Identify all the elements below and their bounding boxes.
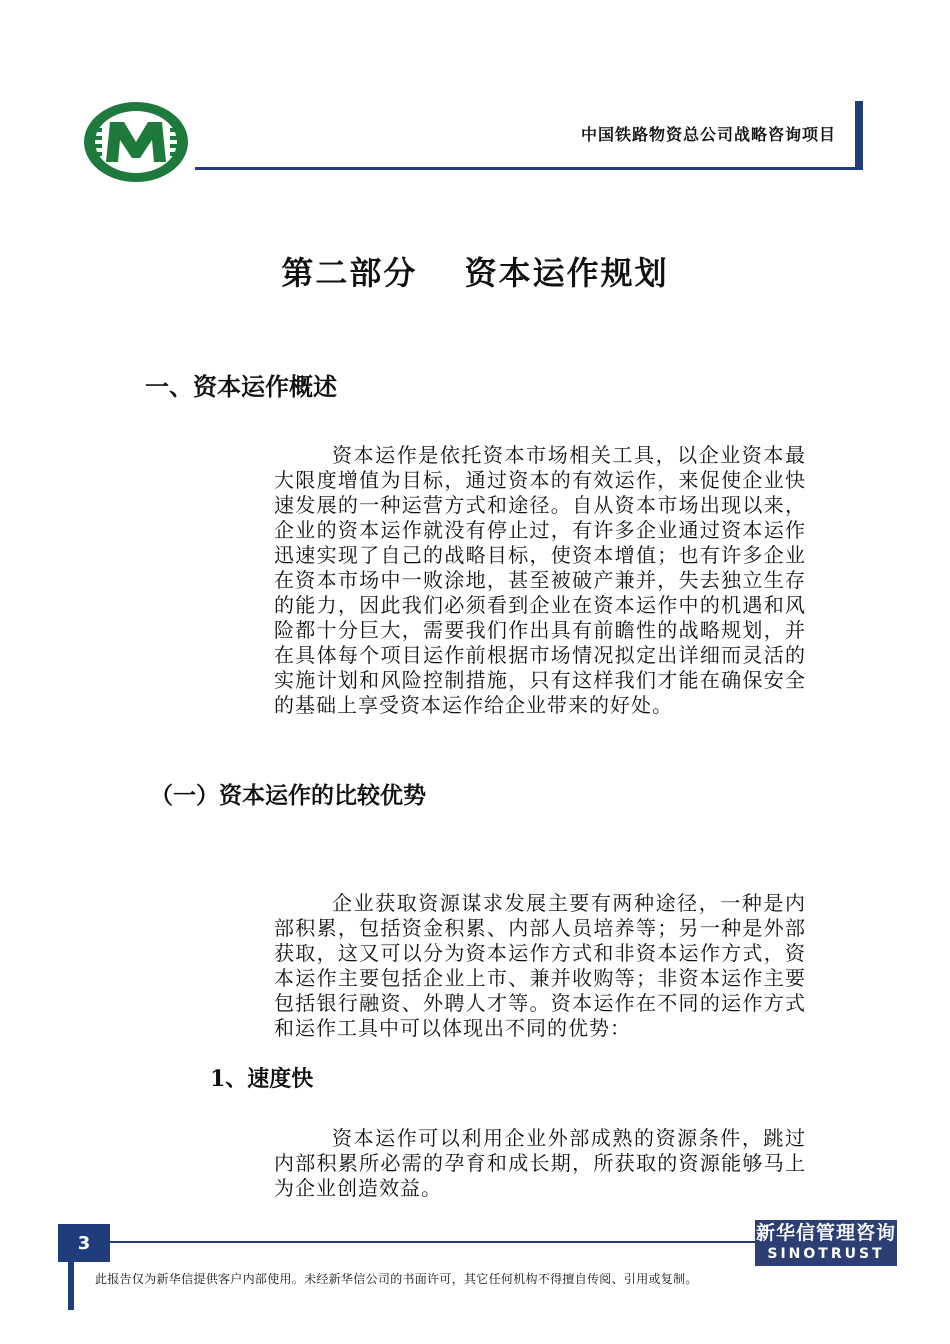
header-divider [195,167,863,170]
footer-accent-bar [68,1262,74,1310]
advantages-paragraph [274,891,806,1041]
page-number: 3 [58,1224,110,1262]
project-title: 中国铁路物资总公司战略咨询项目 [580,125,836,144]
brand-name-cn: 新华信管理咨询 [755,1222,896,1244]
brand-name-en: SINOTRUST [767,1246,885,1262]
overview-text: 资本运作是依托资本市场相关工具，以企业资本最大限度增值为目标，通过资本的有效运作，来促使企业快速发展的一种运营方式和途径。自从资本市场出现以来，企业的资本运作就没有停止过，有许多企业通过资本运作迅速实现了自己的战略目标，使资本增值；也有许多企业在资本市场中一败涂地，甚至被破产兼并，失去独立生存的能力，因此我们必须看到企业在资本运作中的机遇和风险都十分巨大，需要我们作出具有前瞻性的战略规划，并在具体每个项目运作前根据市场情况拟定出详细而灵活的实施计划和风险控制措施，只有这样我们才能在确保安全的基础上享受资本运作给企业带来的好处。 [274,443,806,717]
section-heading-advantages: （一）资本运作的比较优势 [150,782,426,809]
section-heading-overview: 一、资本运作概述 [145,372,337,401]
overview-paragraph [274,443,806,718]
sinotrust-brand-logo [755,1220,897,1266]
speed-text: 资本运作可以利用企业外部成熟的资源条件，跳过内部积累所必需的孕育和成长期，所获取的资源能够马上为企业创造效益。 [274,1126,806,1200]
advantages-text: 企业获取资源谋求发展主要有两种途径，一种是内部积累，包括资金积累、内部人员培养等；另一种是外部获取，这又可以分为资本运作方式和非资本运作方式，资本运作主要包括企业上市、兼并收购等；非资本运作主要包括银行融资、外聘人才等。资本运作在不同的运作方式和运作工具中可以体现出不同的优势： [274,891,806,1040]
logo-m-icon [80,98,192,186]
header-accent-bar [855,101,863,170]
page-title: 第二部分 资本运作规划 [281,254,669,292]
footer-divider [110,1241,758,1243]
company-logo [80,98,192,186]
footer-disclaimer: 此报告仅为新华信提供客户内部使用。未经新华信公司的书面许可，其它任何机构不得擅自传阅、引用或复制。 [95,1272,698,1286]
speed-paragraph [274,1126,806,1201]
subheading-speed: 1、速度快 [210,1066,314,1092]
